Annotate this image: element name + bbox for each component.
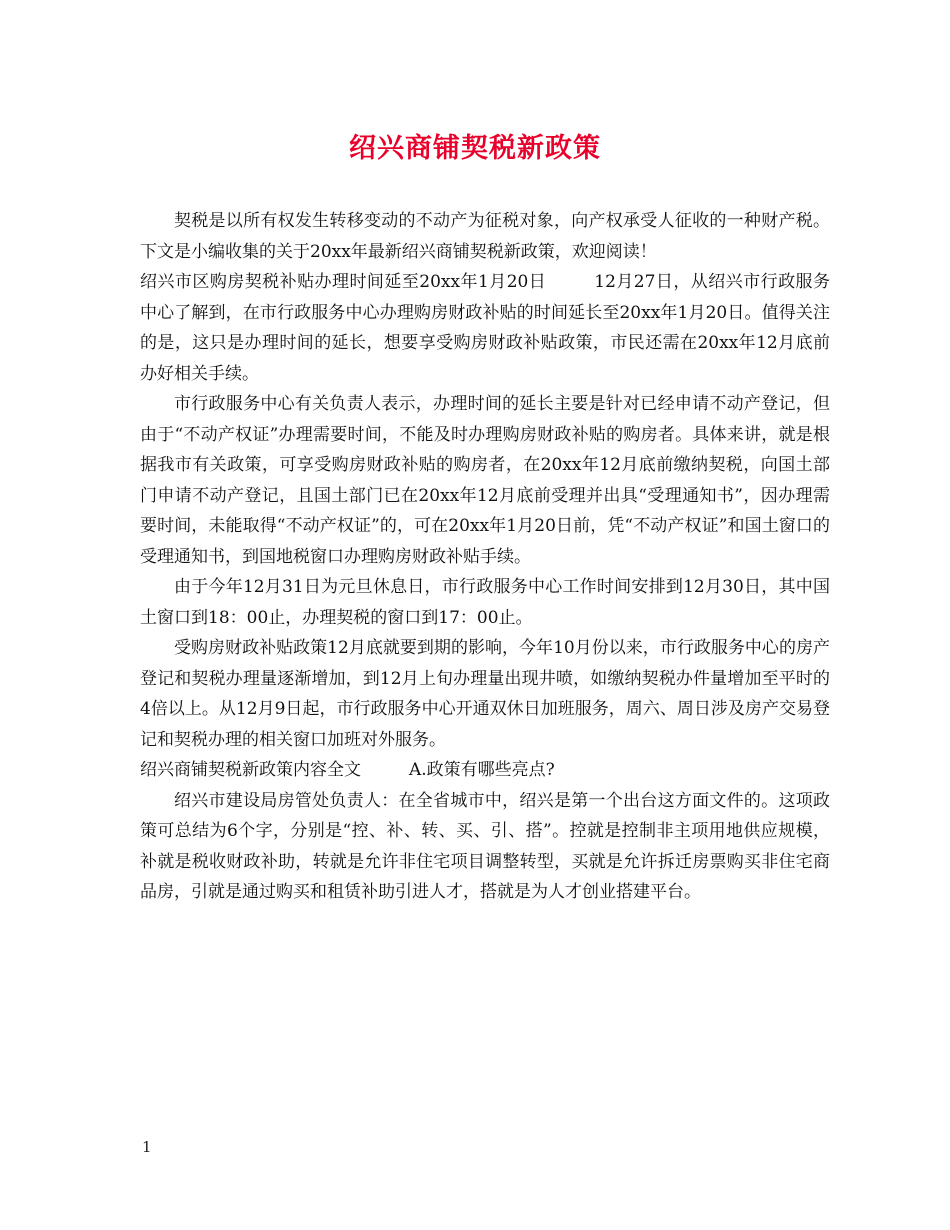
section-heading: 绍兴商铺契税新政策内容全文 <box>140 760 361 780</box>
section-text: A.政策有哪些亮点? <box>409 760 555 780</box>
page-number: 1 <box>142 1138 152 1156</box>
section-heading: 绍兴市区购房契税补贴办理时间延至20xx年1月20日 <box>140 272 547 292</box>
body-paragraph: 受购房财政补贴政策12月底就要到期的影响，今年10月份以来，市行政服务中心的房产登记和契税办理量逐渐增加，到12月上旬办理量出现井喷，如缴纳契税办件量增加至平时的4倍以上。从12月9日起，市行政服务中心开通双休日加班服务，周六、周日涉及房产交易登记和契税办理的相关窗口加班对外服务。 <box>140 638 830 750</box>
document-body <box>140 206 830 908</box>
section-text: 12月27日，从绍兴市行政服务中心了解到，在市行政服务中心办理购房财政补贴的时间延长至20xx年1月20日。值得关注的是，这只是办理时间的延长，想要享受购房财政补贴政策，市民还需在20xx年12月底前办好相关手续。 <box>140 272 830 384</box>
body-paragraph: 市行政服务中心有关负责人表示，办理时间的延长主要是针对已经申请不动产登记，但由于“不动产权证”办理需要时间，不能及时办理购房财政补贴的购房者。具体来讲，就是根据我市有关政策，可享受购房财政补贴的购房者，在20xx年12月底前缴纳契税，向国土部门申请不动产登记，且国土部门已在20xx年12月底前受理并出具“受理通知书”，因办理需要时间，未能取得“不动产权证”的，可在20xx年1月20日前，凭“不动产权证”和国土窗口的受理通知书，到国地税窗口办理购房财政补贴手续。 <box>140 394 830 567</box>
document-title: 绍兴商铺契税新政策 <box>349 133 601 164</box>
section-paragraph <box>140 755 830 786</box>
body-paragraph: 绍兴市建设局房管处负责人：在全省城市中，绍兴是第一个出台这方面文件的。这项政策可总结为6个字，分别是“控、补、转、买、引、搭”。控就是控制非主项用地供应规模，补就是税收财政补助，转就是允许非住宅项目调整转型，买就是允许拆迁房票购买非住宅商品房，引就是通过购买和租赁补助引进人才，搭就是为人才创业搭建平台。 <box>140 790 830 902</box>
body-paragraph: 由于今年12月31日为元旦休息日，市行政服务中心工作时间安排到12月30日，其中国土窗口到18：00止，办理契税的窗口到17：00止。 <box>140 577 830 628</box>
intro-paragraph: 契税是以所有权发生转移变动的不动产为征税对象，向产权承受人征收的一种财产税。下文是小编收集的关于20xx年最新绍兴商铺契税新政策，欢迎阅读！ <box>140 211 830 262</box>
section-paragraph <box>140 267 830 389</box>
